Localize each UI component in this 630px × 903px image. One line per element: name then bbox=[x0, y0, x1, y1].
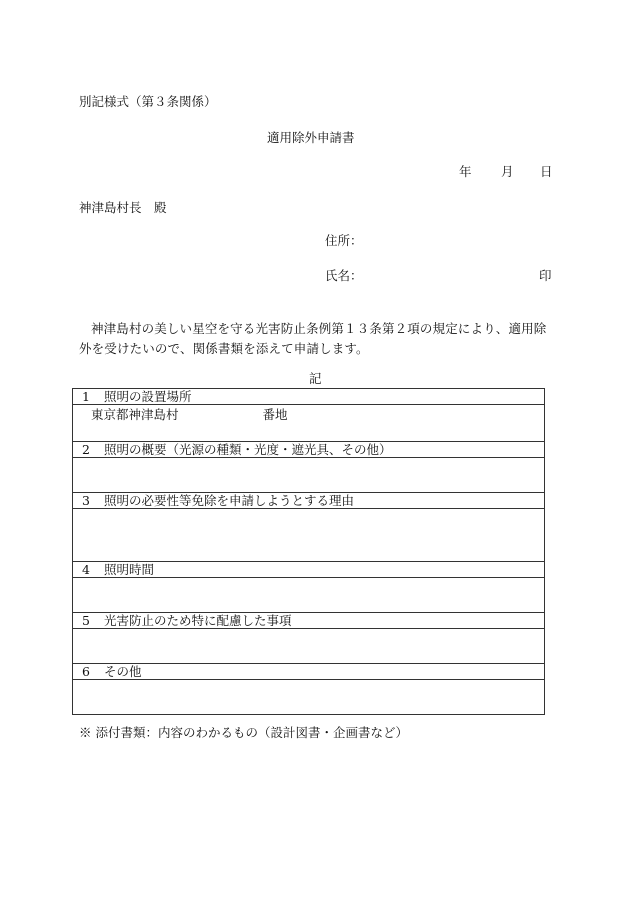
section-number: 3 bbox=[82, 493, 90, 508]
items-table bbox=[72, 388, 545, 715]
date-year-label: 年 bbox=[459, 164, 472, 179]
address-label: 住所： bbox=[325, 233, 363, 248]
addressee: 神津島村長 殿 bbox=[79, 200, 167, 215]
section-6-content[interactable] bbox=[73, 680, 545, 715]
banchi-label: 番地 bbox=[262, 407, 288, 422]
form-label: 別記様式（第３条関係） bbox=[79, 94, 217, 109]
section-1-header bbox=[73, 389, 545, 405]
section-label: 照明時間 bbox=[104, 562, 155, 577]
name-label: 氏名： bbox=[325, 268, 363, 283]
section-5-content[interactable] bbox=[73, 629, 545, 664]
section-2-content[interactable] bbox=[73, 458, 545, 493]
section-label: 照明の必要性等免除を申請しようとする理由 bbox=[104, 493, 355, 508]
section-3-header bbox=[73, 493, 545, 509]
section-1-content[interactable] bbox=[73, 405, 545, 442]
section-label: 照明の概要（光源の種類・光度・遮光具、その他） bbox=[104, 442, 392, 457]
section-label: 照明の設置場所 bbox=[104, 389, 192, 404]
place-prefix: 東京都神津島村 bbox=[91, 407, 179, 422]
section-number: 4 bbox=[82, 562, 90, 577]
ki-heading: 記 bbox=[309, 371, 322, 386]
section-4-content[interactable] bbox=[73, 578, 545, 613]
document-title: 適用除外申請書 bbox=[267, 130, 355, 145]
section-2-header bbox=[73, 442, 545, 458]
section-number: 6 bbox=[82, 664, 90, 679]
section-number: 2 bbox=[82, 442, 90, 457]
section-6-header bbox=[73, 664, 545, 680]
section-5-header bbox=[73, 613, 545, 629]
seal-mark: 印 bbox=[539, 268, 552, 283]
section-number: 5 bbox=[82, 613, 90, 628]
date-day-label: 日 bbox=[540, 164, 553, 179]
footnote: ※ 添付書類：内容のわかるもの（設計図書・企画書など） bbox=[79, 725, 408, 740]
section-number: 1 bbox=[82, 389, 90, 404]
section-3-content[interactable] bbox=[73, 509, 545, 562]
section-label: その他 bbox=[104, 664, 142, 679]
section-label: 光害防止のため特に配慮した事項 bbox=[104, 613, 292, 628]
body-text: 神津島村の美しい星空を守る光害防止条例第１３条第２項の規定により、適用除外を受けたいので、関係書類を添えて申請します。 bbox=[79, 321, 547, 356]
date-month-label: 月 bbox=[501, 164, 514, 179]
section-4-header bbox=[73, 562, 545, 578]
